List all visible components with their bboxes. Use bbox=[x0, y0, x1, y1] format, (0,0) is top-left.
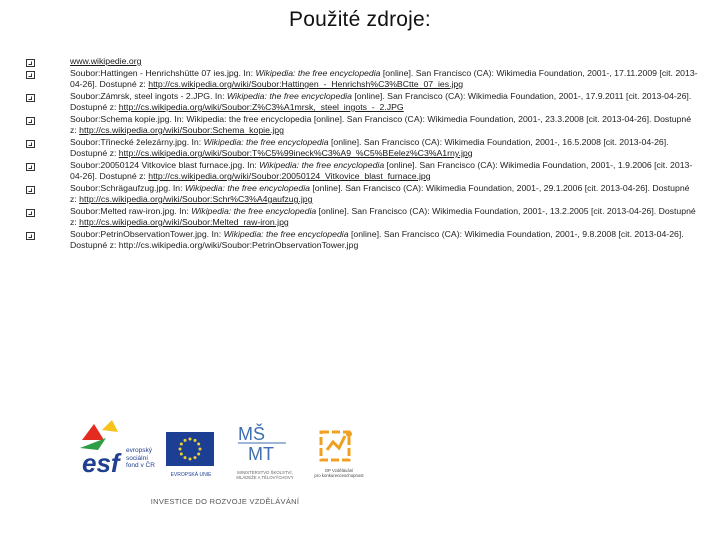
eu-star-icon bbox=[189, 438, 192, 441]
reference-text-segment: [online]. San Francisco (CA): Wikimedia Foundation, 2001-, 17.9.2011 [cit. 2013-04-26]. Dostupné z: bbox=[70, 90, 692, 112]
esf-text-3: fond v ČR bbox=[126, 462, 155, 469]
reference-text-segment: Soubor:20050124 Vitkovice blast furnace.jpg. In: bbox=[70, 159, 260, 170]
svg-text:MŠ: MŠ bbox=[238, 424, 265, 444]
reference-text-segment: [online]. San Francisco (CA): Wikimedia Foundation, 2001-, 13.2.2005 [cit. 2013-04-26]. Dostupné z: bbox=[70, 205, 696, 227]
reference-item bbox=[26, 183, 698, 206]
logo-strip bbox=[80, 420, 365, 520]
reference-text-segment: [online]. San Francisco (CA): Wikimedia Foundation, 2001-, 16.5.2008 [cit. 2013-04-26]. Dostupné z: bbox=[70, 136, 669, 158]
eu-star-icon bbox=[194, 439, 197, 442]
esf-logo bbox=[80, 420, 158, 492]
logo-caption: INVESTICE DO ROZVOJE VZDĚLÁVÁNÍ bbox=[150, 497, 300, 506]
checkbox-bullet-icon bbox=[26, 59, 35, 67]
eu-star-icon bbox=[197, 453, 200, 456]
checkbox-bullet-icon bbox=[26, 117, 35, 125]
reference-source-italic: Wikipedia: the free encyclopedia bbox=[259, 159, 385, 170]
msmt-logo bbox=[228, 420, 300, 492]
reference-link[interactable]: http://cs.wikipedia.org/wiki/Soubor:Schr%C3%A4gaufzug.jpg bbox=[79, 194, 313, 204]
msmt-graphic bbox=[234, 420, 294, 468]
reference-text-segment: Soubor:Melted raw-iron.jpg. In: bbox=[70, 205, 192, 216]
reference-text-segment: [online]. San Francisco (CA): Wikimedia Foundation, 2001-, 9.8.2008 [cit. 2013-04-26]. Dostupné z: http://cs.wikipedia.org/wiki/Soubor:PetrinObservationTower.jpg bbox=[70, 228, 684, 250]
reference-list bbox=[26, 56, 698, 252]
esf-text-1: evropský bbox=[126, 447, 153, 454]
reference-link[interactable]: http://cs.wikipedia.org/wiki/Soubor:20050124_Vitkovice_blast_furnace.jpg bbox=[148, 171, 431, 181]
reference-link[interactable]: http://cs.wikipedia.org/wiki/Soubor:Z%C3%A1mrsk,_steel_ingots_-_2.JPG bbox=[118, 102, 404, 112]
eu-star-icon bbox=[180, 443, 183, 446]
eu-star-icon bbox=[189, 458, 192, 461]
eu-star-icon bbox=[180, 453, 183, 456]
eu-star-icon bbox=[184, 456, 187, 459]
reference-text-segment: [online]. San Francisco (CA): Wikimedia Foundation, 2001-, 17.11.2009 [cit. 2013-04-26]. Dostupné z: bbox=[70, 67, 698, 89]
eu-text: EVROPSKÁ UNIE bbox=[170, 472, 212, 478]
reference-source-italic: Wikipedia: the free encyclopedia bbox=[203, 136, 329, 147]
reference-text-segment: Soubor:Hattingen - Henrichshütte 07 ies.jpg. In: bbox=[70, 67, 256, 78]
reference-item bbox=[26, 229, 698, 252]
reference-text bbox=[70, 229, 698, 252]
eu-star-icon bbox=[179, 448, 182, 451]
reference-text bbox=[70, 137, 698, 160]
reference-text-segment: Soubor:Schema kopie.jpg. In: Wikipedia: the free encyclopedia [online]. San Francisco (CA): Wikimedia Foundation, 2001-, 23.3.2008 [cit. 2013-04-26]. Dostupné z: bbox=[70, 113, 692, 135]
op-text-2: pro konkurenceschopnost bbox=[314, 473, 364, 478]
reference-text bbox=[70, 91, 698, 114]
reference-source-italic: Wikipedia: the free encyclopedia bbox=[255, 67, 381, 78]
eu-star-icon bbox=[184, 439, 187, 442]
reference-item bbox=[26, 137, 698, 160]
msmt-text-2: MLÁDEŽE A TĚLOVÝCHOVY bbox=[236, 475, 294, 480]
reference-text-segment: Soubor:Zámrsk, steel ingots - 2.JPG. In: bbox=[70, 90, 227, 101]
svg-text:MT: MT bbox=[248, 444, 274, 464]
reference-text bbox=[70, 160, 698, 183]
reference-source-italic: Wikipedia: the free encyclopedia bbox=[184, 182, 310, 193]
checkbox-bullet-icon bbox=[26, 209, 35, 217]
reference-text bbox=[70, 206, 698, 229]
reference-text bbox=[70, 68, 698, 91]
page-title: Použité zdroje: bbox=[289, 8, 431, 31]
checkbox-bullet-icon bbox=[26, 232, 35, 240]
reference-text-segment: Soubor:PetrinObservationTower.jpg. In: bbox=[70, 228, 224, 239]
reference-text bbox=[70, 114, 698, 137]
eu-logo bbox=[164, 430, 216, 492]
checkbox-bullet-icon bbox=[26, 186, 35, 194]
eu-flag bbox=[164, 430, 216, 470]
eu-star-icon bbox=[194, 456, 197, 459]
reference-link[interactable]: http://cs.wikipedia.org/wiki/Soubor:T%C5%99ineck%C3%A9_%C5%BEelez%C3%A1rny.jpg bbox=[118, 148, 473, 158]
esf-text-2: sociální bbox=[126, 454, 149, 462]
reference-source-italic: Wikipedia: the free encyclopedia bbox=[191, 205, 317, 216]
reference-link[interactable]: http://cs.wikipedia.org/wiki/Soubor:Schema_kopie.jpg bbox=[79, 125, 284, 135]
reference-item bbox=[26, 68, 698, 91]
reference-source-italic: Wikipedia: the free encyclopedia bbox=[226, 90, 352, 101]
op-text-1: OP Vzdělávání bbox=[324, 468, 354, 473]
msmt-text-1: MINISTERSTVO ŠKOLSTVÍ, bbox=[237, 470, 293, 475]
op-graphic bbox=[313, 426, 363, 466]
reference-link[interactable]: http://cs.wikipedia.org/wiki/Soubor:Hattingen_-_Henrichsh%C3%BCtte_07_ies.jpg bbox=[148, 79, 464, 89]
checkbox-bullet-icon bbox=[26, 140, 35, 148]
reference-text-segment: Soubor:Schrägaufzug.jpg. In: bbox=[70, 182, 185, 193]
reference-text-segment: [online]. San Francisco (CA): Wikimedia Foundation, 2001-, 1.9.2006 [cit. 2013-04-26]. Dostupné z: bbox=[70, 159, 693, 181]
reference-link[interactable]: www.wikipedie.org bbox=[70, 56, 142, 66]
reference-text-segment: [online]. San Francisco (CA): Wikimedia Foundation, 2001-, 29.1.2006 [cit. 2013-04-26]. Dostupné z: bbox=[70, 182, 690, 204]
reference-item bbox=[26, 206, 698, 229]
reference-item bbox=[26, 56, 698, 68]
eu-star-icon bbox=[197, 443, 200, 446]
checkbox-bullet-icon bbox=[26, 163, 35, 171]
reference-source-italic: Wikipedia: the free encyclopedia bbox=[223, 228, 349, 239]
svg-text:esf: esf bbox=[82, 448, 120, 476]
reference-text-segment: Soubor:Třinecké železárny.jpg. In: bbox=[70, 136, 204, 147]
reference-item bbox=[26, 114, 698, 137]
reference-item bbox=[26, 160, 698, 183]
reference-item bbox=[26, 91, 698, 114]
reference-text bbox=[70, 183, 698, 206]
checkbox-bullet-icon bbox=[26, 94, 35, 102]
checkbox-bullet-icon bbox=[26, 71, 35, 79]
op-logo bbox=[308, 426, 368, 492]
eu-star-icon bbox=[199, 448, 202, 451]
reference-link[interactable]: http://cs.wikipedia.org/wiki/Soubor:Melted_raw-iron.jpg bbox=[79, 217, 289, 227]
reference-text bbox=[70, 56, 141, 68]
